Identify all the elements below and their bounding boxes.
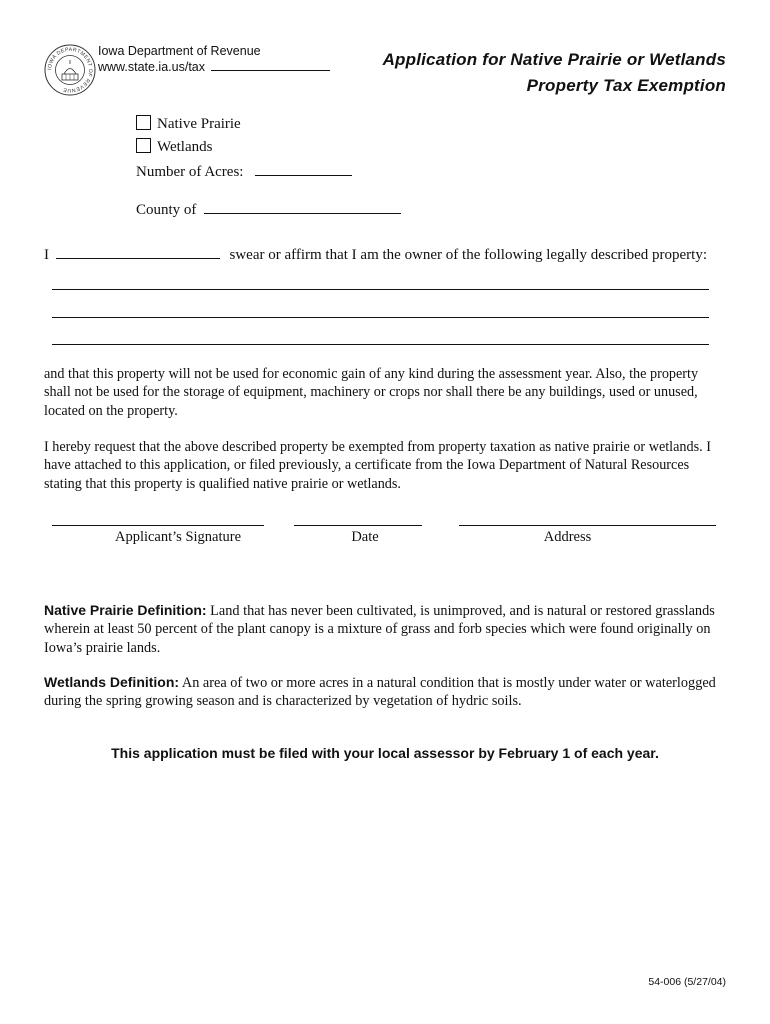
legal-description-line-2[interactable] xyxy=(52,317,709,318)
acres-label: Number of Acres: xyxy=(136,164,244,180)
department-seal-icon xyxy=(44,44,96,96)
acres-row xyxy=(136,163,352,181)
wetlands-label: Wetlands xyxy=(157,139,213,155)
agency-name: Iowa Department of Revenue xyxy=(98,44,261,58)
address-field[interactable] xyxy=(459,525,716,526)
agency-url[interactable]: www.state.ia.us/tax xyxy=(98,60,205,74)
native-prairie-definition-text: Land that has never been cultivated, is unimproved, and is natural or restored grasslands wherein at least 50 percent of the plant canopy is a mixture of grass and forb species which were found originally on Iowa’s prairie lands. xyxy=(44,603,715,656)
applicant-signature-label: Applicant’s Signature xyxy=(114,529,242,545)
address-label: Address xyxy=(543,529,592,545)
applicant-signature-field[interactable] xyxy=(52,525,264,526)
exemption-request-text: I hereby request that the above described property be exempted from property taxation as native prairie or wetlands. I have attached to this application, or filed previously, a certificate from the Iowa Department of Natural Resources stating that this property is qualified native prairie or wetlands. xyxy=(44,439,711,492)
wetlands-definition-term: Wetlands Definition: xyxy=(44,674,180,690)
owner-oath-row xyxy=(44,246,707,264)
wetlands-option[interactable] xyxy=(136,139,212,156)
svg-text:IOWA DEPARTMENT OF REVENUE xyxy=(47,47,93,93)
native-prairie-option[interactable] xyxy=(136,116,241,133)
exemption-request-paragraph xyxy=(44,438,724,493)
native-prairie-definition-term: Native Prairie Definition: xyxy=(44,602,207,618)
oath-prefix: I xyxy=(44,247,49,263)
acres-field[interactable] xyxy=(255,163,352,176)
agency-block xyxy=(98,43,330,75)
oath-text: swear or affirm that I am the owner of the following legally described property: xyxy=(229,247,707,263)
county-field[interactable] xyxy=(204,201,401,214)
native-prairie-definition xyxy=(44,601,734,657)
native-prairie-label: Native Prairie xyxy=(157,116,241,132)
date-field[interactable] xyxy=(294,525,422,526)
wetlands-definition xyxy=(44,673,734,711)
owner-name-field[interactable] xyxy=(56,246,220,259)
native-prairie-checkbox[interactable] xyxy=(136,115,151,130)
use-restriction-paragraph xyxy=(44,365,724,420)
filing-deadline-notice: This application must be filed with your local assessor by February 1 of each year. xyxy=(111,745,659,761)
seal-lettering: IOWA DEPARTMENT OF REVENUE xyxy=(46,46,94,94)
date-label: Date xyxy=(351,529,379,545)
county-row xyxy=(136,201,401,219)
wetlands-definition-text: An area of two or more acres in a natural condition that is mostly under water or waterlogged during the spring growing season and is characterized by vegetation of hydric soils. xyxy=(44,675,716,710)
header-rule xyxy=(211,70,330,71)
legal-description-line-1[interactable] xyxy=(52,289,709,290)
form-number: 54-006 (5/27/04) xyxy=(648,976,726,988)
form-title-line1: Application for Native Prairie or Wetlands xyxy=(382,50,726,69)
county-label: County of xyxy=(136,202,197,218)
form-title-line2: Property Tax Exemption xyxy=(526,76,726,95)
wetlands-checkbox[interactable] xyxy=(136,138,151,153)
legal-description-line-3[interactable] xyxy=(52,344,709,345)
use-restriction-text: and that this property will not be used for economic gain of any kind during the assessment year. Also, the property shall not be used for the storage of equipment, machinery or crops nor shall there be any buildings, used or unused, located on the property. xyxy=(44,366,699,419)
